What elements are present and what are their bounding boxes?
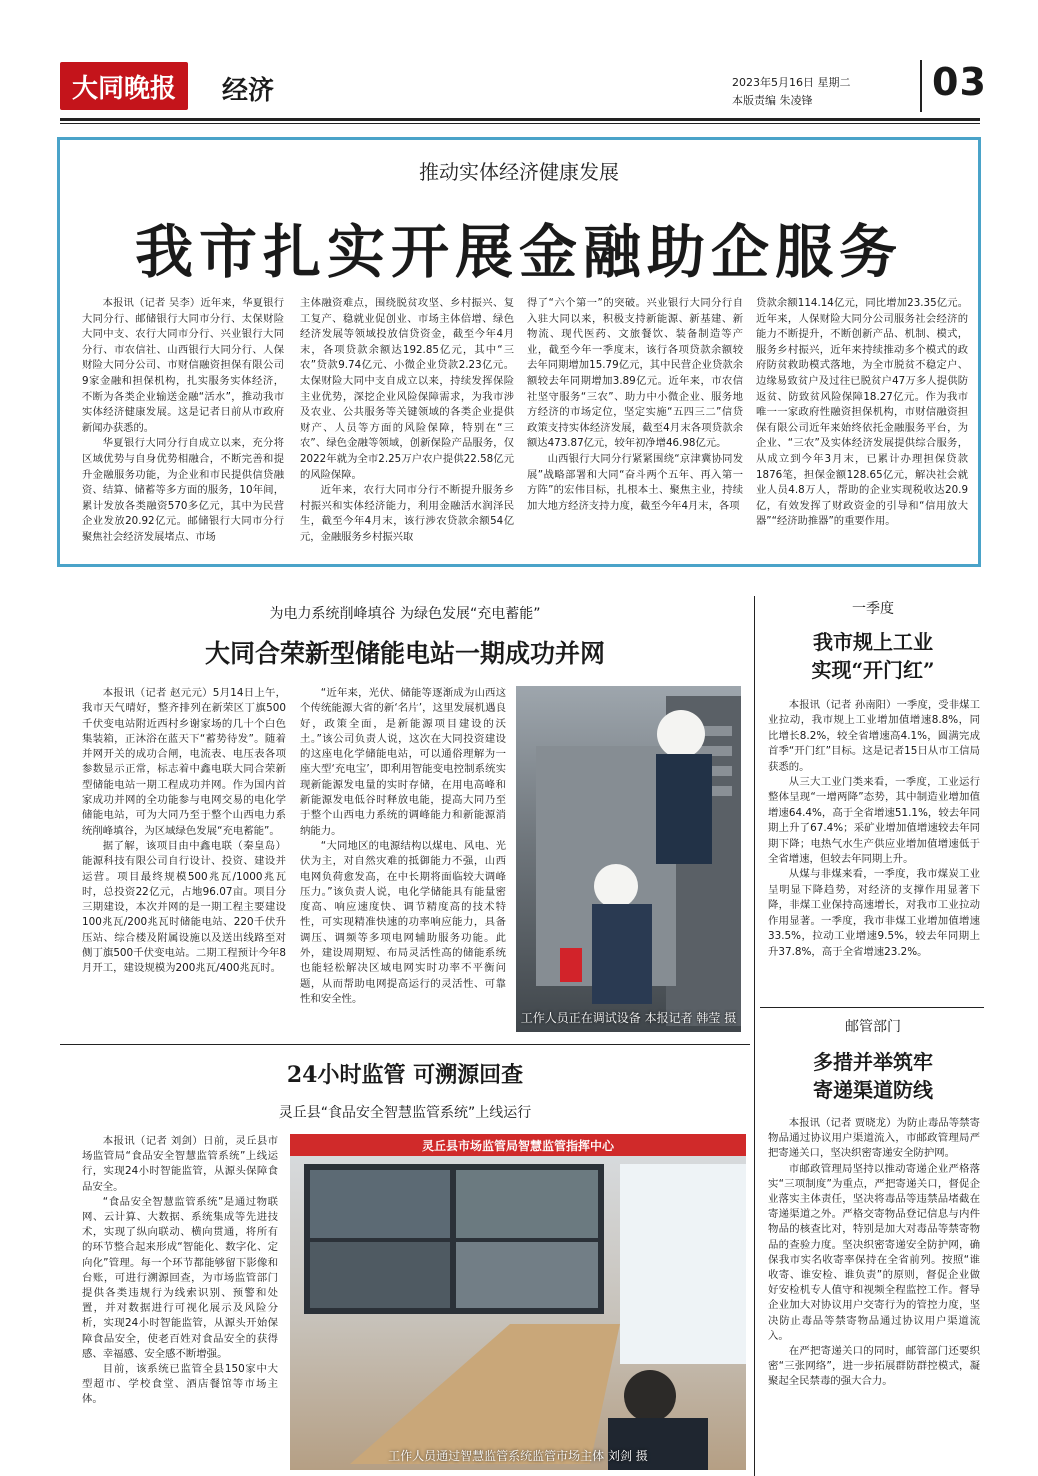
hard-hat-1 — [657, 710, 705, 758]
lead-column-4 — [756, 296, 968, 558]
worker-1 — [656, 754, 712, 864]
lead-column-2 — [300, 296, 514, 558]
storage-photo — [516, 686, 741, 1032]
issue-date: 2023年5月16日 星期二 — [732, 76, 851, 89]
industry-headline-line-2: 实现“开门红” — [811, 658, 935, 682]
newspaper-logo — [60, 62, 188, 110]
paragraph: 主体融资难点，围绕脱贫攻坚、乡村振兴、复工复产、稳就业促创业、市场主体倍增、绿色经济发展等领域投放信贷资金，截至今年4月末，各项贷款余额达192.85亿元，其中“三农”贷款9.74亿元、小微企业贷款2.23亿元。太保财险大同中支自成立以来，持续发挥保险主业优势，深挖企业风险保障需求，为我市涉及农业、公共服务等关键领域的各类企业提供财产、人员等方面的风险保障，特别在“三农”、绿色金融等领域，创新保险产品服务，仅2022年就为全市2.25万户农户提供22.58亿元的风险保障。 — [300, 297, 514, 481]
worker-2 — [592, 904, 652, 1004]
paragraph: “食品安全智慧监管系统”是通过物联网、云计算、大数据、系统集成等先进技术，实现了纵向联动、横向贯通，将所有的环节整合起来形成“智能化、数字化、定向化”管理。每一个环节都能够留下影像和台账，可进行溯源回查，为市场监管部门提供各类违规行为线索识别、预警和处置，并对数据进行可视化展示及风险分析，实现24小时智能监管，从源头开始保障食品安全，使老百姓对食品安全的获得感、幸福感、安全感不断增强。 — [82, 1195, 278, 1360]
newspaper-name: 大同晚报 — [71, 73, 176, 104]
food-top-rule — [60, 1044, 750, 1045]
industry-headline-line-1: 我市规上工业 — [813, 630, 933, 654]
storage-column-1 — [82, 686, 286, 1026]
lead-headline: 我市扎实开展金融助企服务 — [134, 218, 903, 286]
paragraph: 本报讯（记者 吴李）近年来，华夏银行大同分行、邮储银行大同市分行、太保财险大同中支、农行大同市分行、兴业银行大同分行、市农信社、山西银行大同分行、人保财险大同分公司、市财信融资担保有限公司9家金融和担保机构，扎实服务实体经济，不断为各类企业输送金融“活水”，推动我市实体经济健康发展。这是记者日前从市政府新闻办获悉的。 — [82, 297, 284, 434]
food-photo — [290, 1134, 746, 1470]
postal-headline-line-2: 寄递渠道防线 — [813, 1078, 933, 1102]
postal-headline — [762, 1048, 984, 1104]
paragraph: 贷款余额114.14亿元，同比增加23.35亿元。近年来，人保财险大同分公司服务社会经济的能力不断提升，不断创新产品、机制、模式，服务乡村振兴，近年来持续推动多个模式的政府防贫救助模式落地，为全市脱贫不稳定户、边缘易致贫户及过往已脱贫户47万多人提供防返贫、防致贫风险保障18.27亿元。作为我市唯一一家政府性融资担保机构，市财信融资担保有限公司近年来始终依托金融服务平台，为企业、“三农”及实体经济发展提供综合服务，从成立到今年3月末，已累计办理担保贷款1876笔，担保金额128.65亿元，解决社会就业人员4.8万人，帮助的企业实现税收达20.9亿，有效发挥了财政资金的引导和“信用放大器”“经济助推器”的重要作用。 — [756, 297, 968, 528]
masthead-divider — [920, 60, 922, 112]
paragraph: 山西银行大同分行紧紧围绕“京津冀协同发展”战略部署和大同“奋斗两个五年、再入第一方阵”的宏伟目标，扎根本土、聚焦主业，持续加大地方经济支持力度，截至今年4月末，各项 — [527, 452, 743, 512]
lead-kicker: 推动实体经济健康发展 — [419, 160, 619, 184]
multimeter — [560, 948, 582, 982]
food-body — [82, 1134, 278, 1470]
masthead-rule-thin — [60, 123, 980, 124]
postal-headline-line-1: 多措并举筑牢 — [813, 1050, 933, 1074]
storage-photo-caption: 工作人员正在调试设备 本报记者 韩莹 摄 — [520, 1011, 737, 1025]
food-photo-art — [290, 1134, 746, 1470]
video-tile — [456, 1170, 598, 1238]
storage-column-2 — [300, 686, 506, 1026]
lead-column-1 — [82, 296, 284, 558]
display-wall — [620, 1164, 746, 1364]
food-photo-caption: 工作人员通过智慧监管系统监管市场主体 刘剑 摄 — [388, 1449, 648, 1463]
paragraph: 本报讯（记者 赵元元）5月14日上午，我市天气晴好，整齐排列在新荣区丁旗500千伏变电站附近西村乡谢家场的几十个白色集装箱，正沐浴在蓝天下“蓄势待发”。随着并网开关的成功合闸，电流表、电压表各项参数显示正常，标志着中鑫电联大同合荣新型储能电站一期工程成功并网。作为国内首家成功并网的全功能参与电网交易的电化学储能电站，可为大同乃至于整个山西电力系统削峰填谷，为区域绿色发展“充电蓄能”。 — [82, 687, 286, 837]
food-headline: 24小时监管 可溯源回查 — [286, 1062, 524, 1088]
industry-headline — [762, 628, 984, 684]
section-name: 经济 — [222, 76, 275, 106]
paragraph: 本报讯（记者 孙南阳）一季度，受非煤工业拉动，我市规上工业增加值增速8.8%，同比增长8.2%，较全省增速高4.1%，圆满完成首季“开门红”目标。这是记者15日从市工信局获悉的。 — [768, 699, 980, 773]
paragraph: “大同地区的电源结构以煤电、风电、光伏为主，对自然灾难的抵御能力不强，山西电网负荷愈发高，在中长期将面临较大调峰压力。”该负责人说，电化学储能具有能量密度高、响应速度快、调节精度高的技术特性，可实现精准快速的功率响应能力，具备调压、调频等多项电网辅助服务功能。此外，建设周期短、布局灵活性高的储能系统也能轻松解决区域电网实时功率不平衡问题，从而帮助电网提高运行的灵活性、可靠性和安全性。 — [300, 839, 506, 1005]
paragraph: 市邮政管理局坚持以推动寄递企业严格落实“三项制度”为重点，严把寄递关口，督促企业落实主体责任，坚决将毒品等违禁品堵截在寄递渠道之外。严格交寄物品登记信息与内件物品的核查比对，特别是加大对毒品等禁寄物品的查验力度。坚决织密寄递安全防护网，确保我市实名收寄率保持在全省前列。按照“谁收寄、谁安检、谁负责”的原则，督促企业做好安检机专人值守和视频全程监控工作。督导企业加大对协议用户交寄行为的管控力度，坚决防止毒品等禁寄物品通过协议用户渠道流入。 — [768, 1162, 980, 1342]
storage-headline: 大同合荣新型储能电站一期成功并网 — [204, 639, 605, 668]
staff-head — [624, 1370, 676, 1422]
paragraph: 华夏银行大同分行自成立以来，充分将区域优势与自身优势相融合，不断完善和提升金融服务功能，为企业和市民提供信贷融资、结算、储蓄等多方面的服务，10年间，累计发放各类融资570多亿元，其中为民营企业发放20.92亿元。邮储银行大同市分行聚焦社会经济发展堵点、市场 — [82, 437, 284, 543]
hard-hat-2 — [594, 864, 638, 908]
paragraph: “近年来，光伏、储能等逐渐成为山西这个传统能源大省的新‘名片’，这里发展机遇良好，政策全面，是新能源项目建设的沃土。”该公司负责人说，这次在大同投资建设的这座电化学储能电站，可以通俗理解为一座大型‘充电宝’，即利用智能变电控制系统实现新能源发电量的实时存储，在用电高峰和新能源发电低谷时释放电能，提高大同乃至于整个山西电力系统的调峰能力和新能源消纳能力。 — [300, 687, 506, 837]
paragraph: 在严把寄递关口的同时，邮管部门还要织密“三张网络”，进一步拓展群防群控模式，凝聚起全民禁毒的强大合力。 — [768, 1345, 980, 1388]
paragraph: 近年来，农行大同市分行不断提升服务乡村振兴和实体经济能力，利用金融活水润泽民生，截至今年4月末，该行涉农贷款余额54亿元，金融服务乡村振兴取 — [300, 484, 514, 543]
video-tile — [456, 1242, 598, 1308]
paragraph: 据了解，该项目由中鑫电联（秦皇岛）能源科技有限公司自行设计、投资、建设并运营。项目最终规模500兆瓦/1000兆瓦时，总投资22亿元，占地96.07亩。项目分三期建设，本次并网的是一期工程主要建设100兆瓦/200兆瓦时储能电站、220千伏升压站、综合楼及附属设施以及送出线路至对侧丁旗500千伏变电站。二期工程预计今年8月开工，建设规模为200兆瓦/400兆瓦时。 — [82, 839, 286, 975]
paragraph: 得了“六个第一”的突破。兴业银行大同分行自入驻大同以来，积极支持新能源、新基建、新物流、现代医药、文旅餐饮、装备制造等产业，截至今年一季度末，该行各项贷款余额较去年同期增加15.79亿元，其中民营企业贷款余额较去年同期增加3.89亿元。近年来，市农信社坚守服务“三农”、助力中小微企业、服务地方经济的市场定位，坚定实施“五四三二”信贷政策支持实体经济发展，截至4月末各项贷款余额达473.87亿元，较年初净增46.98亿元。 — [527, 297, 743, 450]
industry-kicker: 一季度 — [852, 601, 894, 617]
food-subhead: 灵丘县“食品安全智慧监管系统”上线运行 — [278, 1105, 532, 1121]
masthead — [60, 58, 987, 118]
paragraph: 从三大工业门类来看，一季度，工业运行整体呈现“一增两降”态势，其中制造业增加值增速64.4%，高于全省增速51.1%，较去年同期上升了67.4%；采矿业增加值增速较去年同期下降；电热气水生产供应业增加值增速低于全省增速，但较去年同期上升。 — [768, 776, 980, 866]
industry-body — [768, 698, 980, 998]
paragraph: 从煤与非煤来看，一季度，我市煤炭工业呈明显下降趋势，对经济的支撑作用显著下降，非煤工业保持高速增长，对我市工业拉动作用显著。一季度，我市非煤工业增加值增速33.5%，拉动工业增速9.5%，较去年同期上升37.8%，高于全省增速23.2%。 — [768, 868, 980, 958]
screen-banner: 灵丘县市场监管局智慧监管指挥中心 — [421, 1139, 614, 1153]
paragraph: 目前，该系统已监管全县150家中大型超市、学校食堂、酒店餐馆等市场主体。 — [82, 1363, 278, 1406]
lead-column-3 — [527, 296, 743, 558]
postal-body — [768, 1116, 980, 1468]
paragraph: 本报讯（记者 贾晓龙）为防止毒品等禁寄物品通过协议用户渠道流入，市邮政管理局严把寄递关口，坚决织密寄递安全防护网。 — [768, 1117, 980, 1160]
storage-photo-art — [516, 686, 741, 1032]
paragraph: 本报讯（记者 刘剑）日前，灵丘县市场监管局“食品安全智慧监管系统”上线运行，实现24小时智能监管，从源头保障食品安全。 — [82, 1135, 278, 1193]
masthead-rule — [60, 118, 980, 121]
video-tile — [310, 1242, 450, 1308]
page-number: 03 — [932, 60, 987, 104]
video-tile — [310, 1170, 450, 1238]
right-column-divider — [754, 596, 755, 1476]
conference-table — [350, 1324, 620, 1464]
storage-kicker: 为电力系统削峰填谷 为绿色发展“充电蓄能” — [269, 606, 541, 622]
postal-kicker: 邮管部门 — [845, 1019, 901, 1035]
right-column-rule — [760, 1007, 984, 1008]
page-editor: 本版责编 朱凌锋 — [732, 94, 813, 107]
